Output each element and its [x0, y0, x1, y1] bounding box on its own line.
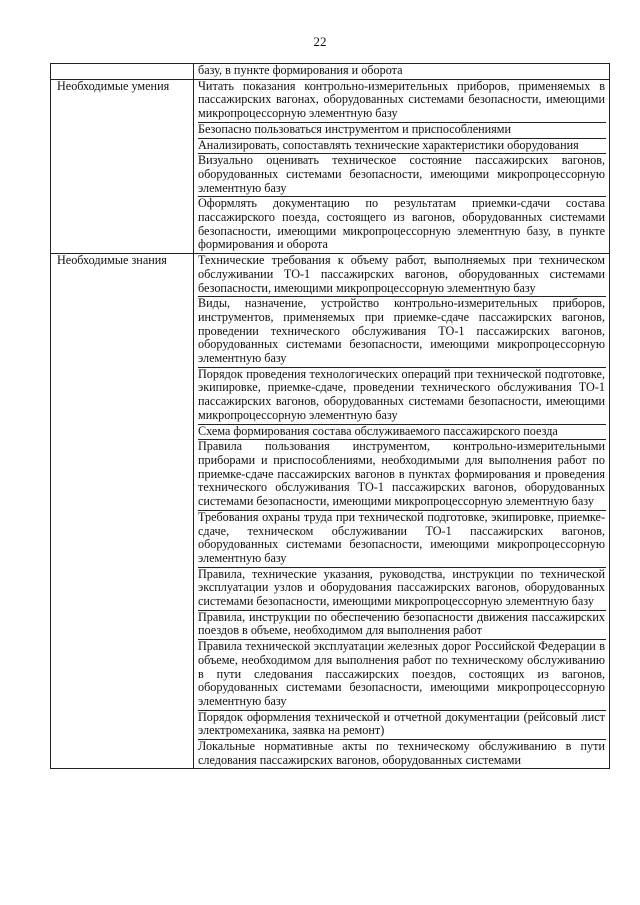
- table-row: [51, 254, 610, 769]
- row-label: Необходимые знания: [51, 254, 194, 769]
- list-item: Технические требования к объему работ, выполняемых при техническом обслуживании ТО-1 пассажирских вагонов, оборудованных системами безопасности, имеющими микропроцессорную элементную базу: [198, 253, 605, 295]
- list-item: Порядок проведения технологических операций при технической подготовке, экипировке, приемке-сдаче, проведении технического обслуживания ТО-1 пассажирских вагонов, оборудованных системами безопасности, имеющими микропроцессорную элементную базу: [198, 366, 605, 422]
- list-item: Схема формирования состава обслуживаемого пассажирского поезда: [198, 424, 606, 440]
- list-item: базу, в пункте формирования и оборота: [198, 63, 403, 77]
- page-number: 22: [313, 34, 327, 49]
- list-item: Локальные нормативные акты по техническому обслуживанию в пути следования пассажирских вагонов, оборудованных системами: [198, 739, 605, 767]
- list-item: Правила, инструкции по обеспечению безопасности движения пассажирских поездов в объеме, необходимом для выполнения работ: [198, 609, 605, 638]
- list-item: Правила пользования инструментом, контрольно-измерительными приборами и приспособлениями, необходимыми для выполнения работ по приемке-сдаче пассажирских вагонов в пунктах формирования и проведения технического обслуживания ТО-1 пассажирских вагонов, оборудованных системами безопасности, имеющими микропроцессорную элементную базу: [198, 439, 605, 509]
- list-item: Виды, назначение, устройство контрольно-измерительных приборов, инструментов, применяемых при приемке-сдаче пассажирских вагонов, проведении технического обслуживания ТО-1 пассажирских вагонов, оборудованных системами безопасности, имеющими микропроцессорную элементную базу: [198, 296, 605, 366]
- list-item: Безопасно пользоваться инструментом и приспособлениями: [198, 122, 606, 138]
- row-content: [194, 64, 610, 80]
- list-item: Правила, технические указания, руководства, инструкции по технической эксплуатации узлов и оборудования пассажирских вагонов, оборудованных системами безопасности, имеющими микропроцессорную элементную базу: [198, 566, 605, 609]
- list-item: Порядок оформления технической и отчетной документации (рейсовый лист электромеханика, заявка на ремонт): [198, 709, 605, 738]
- row-content: [194, 254, 610, 769]
- list-item: Анализировать, сопоставлять технические характеристики оборудования: [198, 138, 606, 154]
- list-item: Читать показания контрольно-измерительных приборов, применяемых в пассажирских вагонах, оборудованных системами безопасности, имеющими микропроцессорную элементную базу: [198, 78, 605, 121]
- list-item: Правила технической эксплуатации железных дорог Российской Федерации в объеме, необходимом для выполнения работ по техническому обслуживанию в пути следования пассажирских поездов, состоящих из вагонов, оборудованных системами безопасности, имеющими микропроцессорную элементную базу: [198, 639, 605, 708]
- list-item: Требования охраны труда при технической подготовке, экипировке, приемке-сдаче, техническом обслуживании ТО-1 пассажирских вагонов, оборудованных системами безопасности, имеющими микропроцессорную элементную базу: [198, 509, 605, 565]
- table-row: [51, 64, 610, 80]
- row-content: [194, 79, 610, 253]
- row-label: [51, 64, 194, 80]
- list-item: Оформлять документацию по результатам приемки-сдачи состава пассажирского поезда, состоящего из вагонов, оборудованных системами безопасности, имеющими микропроцессорную элементную базу, в пункте формирования и оборота: [198, 196, 605, 252]
- table-row: [51, 79, 610, 253]
- competency-table: [50, 63, 610, 769]
- row-label: Необходимые умения: [51, 79, 194, 253]
- list-item: Визуально оценивать техническое состояние пассажирских вагонов, оборудованных системами безопасности, имеющими микропроцессорную элементную базу: [198, 153, 605, 195]
